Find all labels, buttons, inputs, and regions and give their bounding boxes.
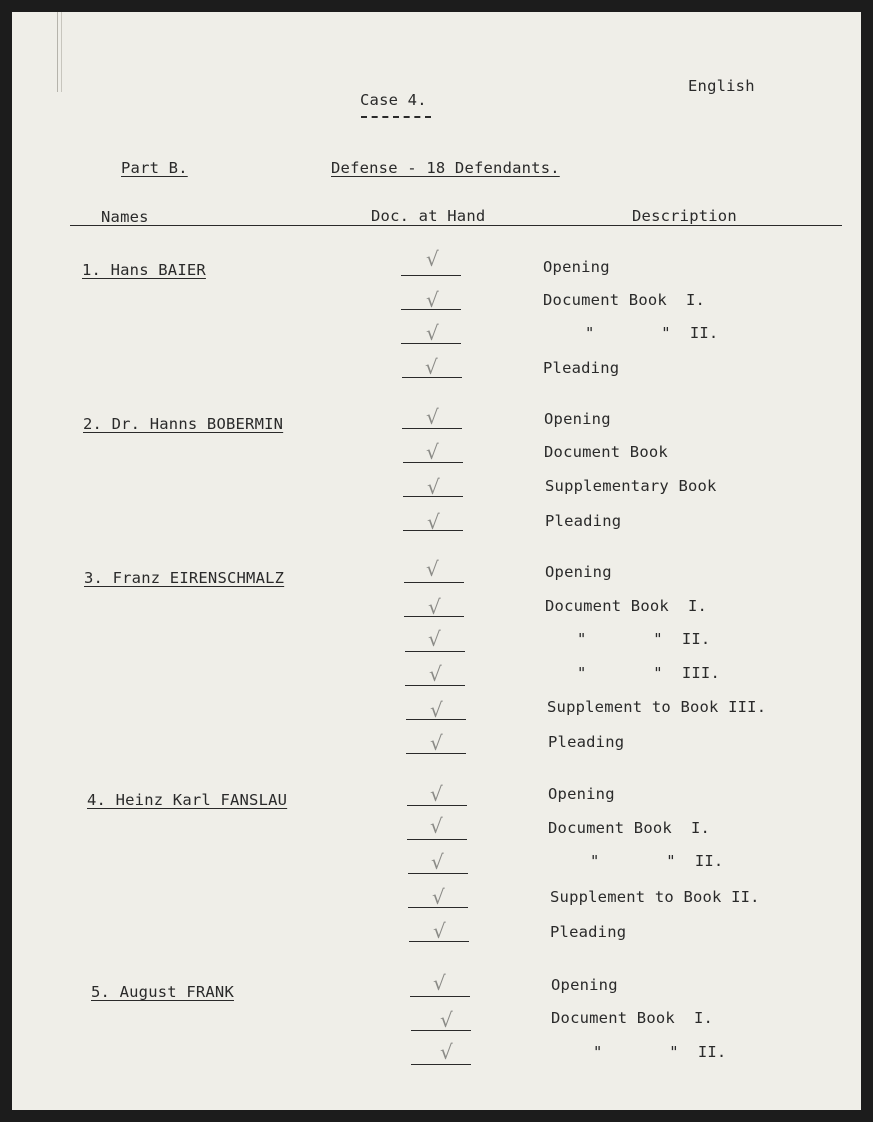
check-line bbox=[409, 941, 469, 942]
section-title: Defense - 18 Defendants. bbox=[331, 159, 560, 177]
check-line bbox=[402, 428, 462, 429]
check-icon: √ bbox=[440, 1008, 453, 1032]
part-label: Part B. bbox=[121, 159, 188, 177]
check-icon: √ bbox=[426, 321, 439, 345]
document-item: Pleading bbox=[550, 923, 627, 941]
defendant-name: 5. August FRANK bbox=[91, 983, 234, 1001]
document-item: " " II. bbox=[590, 852, 724, 870]
check-icon: √ bbox=[430, 731, 443, 755]
document-item: " " III. bbox=[577, 664, 720, 682]
check-icon: √ bbox=[430, 782, 443, 806]
document-item: " " II. bbox=[593, 1043, 727, 1061]
document-item: Opening bbox=[544, 410, 611, 428]
document-item: Document Book bbox=[544, 443, 668, 461]
check-icon: √ bbox=[430, 698, 443, 722]
check-icon: √ bbox=[426, 288, 439, 312]
document-item: Document Book I. bbox=[551, 1009, 714, 1027]
check-line bbox=[401, 343, 461, 344]
check-line bbox=[404, 582, 464, 583]
check-icon: √ bbox=[428, 627, 441, 651]
check-line bbox=[406, 719, 466, 720]
defendant-name: 4. Heinz Karl FANSLAU bbox=[87, 791, 288, 809]
check-icon: √ bbox=[427, 510, 440, 534]
check-icon: √ bbox=[426, 405, 439, 429]
document-item: Document Book I. bbox=[548, 819, 711, 837]
column-header-description: Description bbox=[632, 207, 737, 225]
check-line bbox=[403, 496, 463, 497]
check-line bbox=[401, 309, 461, 310]
check-line bbox=[411, 1064, 471, 1065]
check-line bbox=[408, 873, 468, 874]
case-title: Case 4. bbox=[360, 91, 427, 109]
document-item: Opening bbox=[545, 563, 612, 581]
check-line bbox=[402, 377, 462, 378]
document-item: Document Book I. bbox=[545, 597, 708, 615]
document-item: Supplementary Book bbox=[545, 477, 717, 495]
check-icon: √ bbox=[440, 1040, 453, 1064]
check-line bbox=[406, 753, 466, 754]
check-line bbox=[405, 651, 465, 652]
document-item: Document Book I. bbox=[543, 291, 706, 309]
document-item: Opening bbox=[551, 976, 618, 994]
defendant-name: 1. Hans BAIER bbox=[82, 261, 206, 279]
check-line bbox=[405, 685, 465, 686]
check-icon: √ bbox=[426, 440, 439, 464]
document-item: Supplement to Book III. bbox=[547, 698, 767, 716]
check-icon: √ bbox=[430, 814, 443, 838]
document-item: Pleading bbox=[543, 359, 620, 377]
check-line bbox=[404, 616, 464, 617]
language-label: English bbox=[688, 77, 755, 95]
document-item: Supplement to Book II. bbox=[550, 888, 760, 906]
check-line bbox=[410, 996, 470, 997]
check-icon: √ bbox=[425, 355, 438, 379]
document-item: Opening bbox=[543, 258, 610, 276]
check-icon: √ bbox=[432, 885, 445, 909]
defendant-name: 3. Franz EIRENSCHMALZ bbox=[84, 569, 285, 587]
document-item: Pleading bbox=[548, 733, 625, 751]
check-line bbox=[407, 805, 467, 806]
check-line bbox=[403, 530, 463, 531]
check-icon: √ bbox=[428, 595, 441, 619]
check-icon: √ bbox=[433, 919, 446, 943]
defendant-name: 2. Dr. Hanns BOBERMIN bbox=[83, 415, 284, 433]
check-line bbox=[411, 1030, 471, 1031]
check-icon: √ bbox=[429, 662, 442, 686]
check-icon: √ bbox=[427, 475, 440, 499]
check-icon: √ bbox=[433, 971, 446, 995]
document-item: " " II. bbox=[577, 630, 711, 648]
document-item: " " II. bbox=[585, 324, 719, 342]
document-page bbox=[12, 12, 861, 1110]
check-line bbox=[407, 839, 467, 840]
column-header-doc-at-hand: Doc. at Hand bbox=[371, 207, 486, 225]
column-header-names: Names bbox=[101, 208, 149, 226]
check-icon: √ bbox=[426, 247, 439, 271]
margin-mark bbox=[57, 12, 62, 92]
header-rule bbox=[70, 225, 842, 226]
check-line bbox=[403, 462, 463, 463]
document-item: Opening bbox=[548, 785, 615, 803]
case-underline bbox=[361, 116, 431, 118]
check-line bbox=[408, 907, 468, 908]
check-icon: √ bbox=[426, 557, 439, 581]
document-item: Pleading bbox=[545, 512, 622, 530]
check-line bbox=[401, 275, 461, 276]
check-icon: √ bbox=[431, 850, 444, 874]
